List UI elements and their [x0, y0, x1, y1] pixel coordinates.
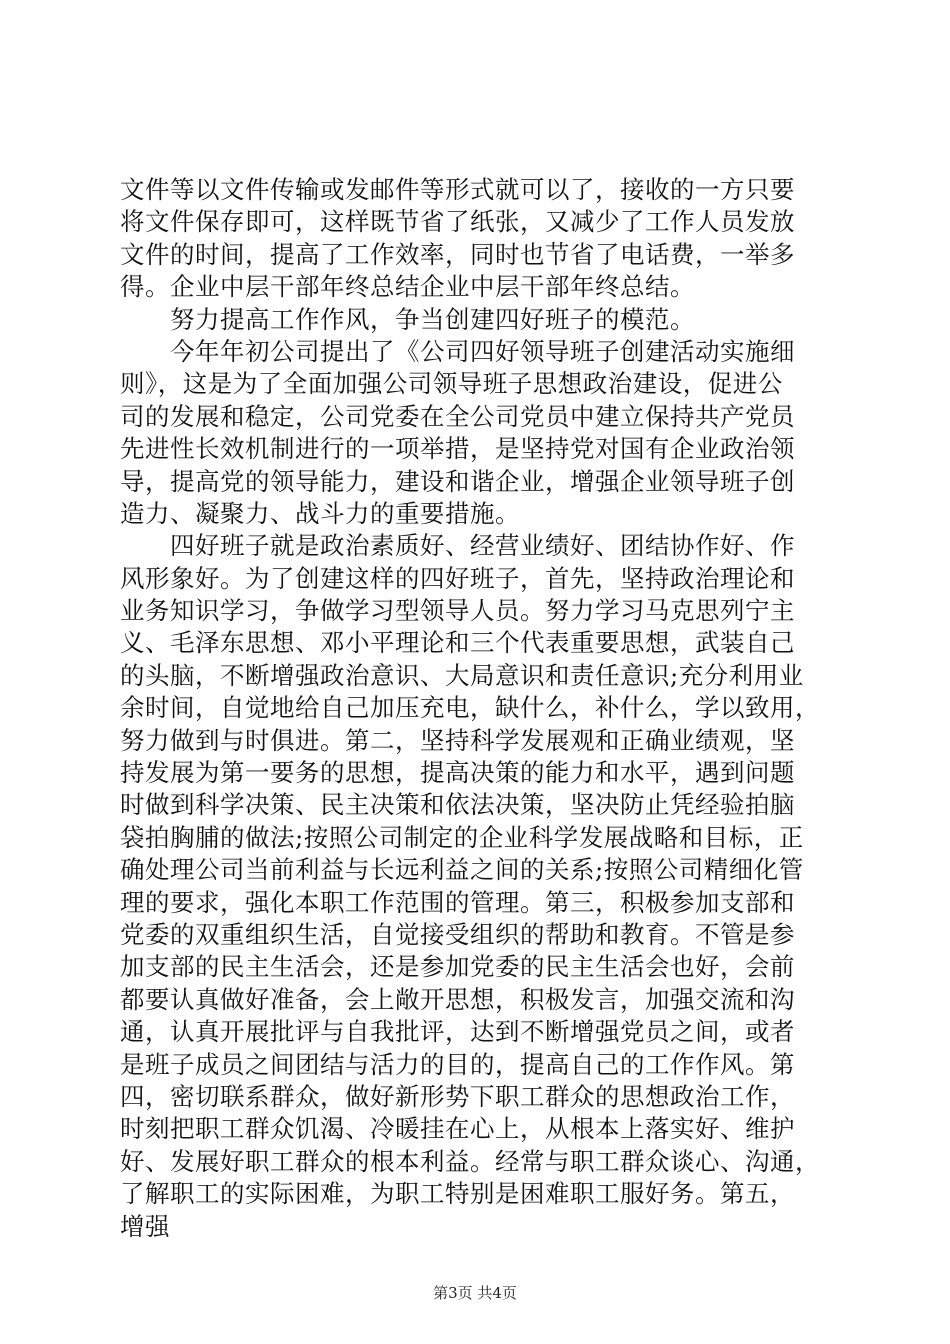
text-line: 时刻把职工群众饥渴、冷暖挂在心上，从根本上落实好、维护: [120, 1114, 795, 1144]
text-line: 持发展为第一要务的思想，提高决策的能力和水平，遇到问题: [120, 758, 795, 788]
text-line: 文件等以文件传输或发邮件等形式就可以了，接收的一方只要: [120, 175, 795, 204]
text-line: 加支部的民主生活会，还是参加党委的民主生活会也好，会前: [120, 952, 795, 982]
text-line: 努力做到与时俱进。第二，坚持科学发展观和正确业绩观，坚: [120, 725, 795, 755]
text-line: 增强: [120, 1211, 170, 1241]
page-footer: 第3页 共4页: [433, 1284, 517, 1302]
text-line: 余时间，自觉地给自己加压充电，缺什么，补什么，学以致用，: [120, 693, 820, 723]
text-line: 时做到科学决策、民主决策和依法决策，坚决防止凭经验拍脑: [120, 790, 795, 820]
text-line: 先进性长效机制进行的一项举措，是坚持党对国有企业政治领: [120, 434, 795, 464]
document-body: [120, 174, 830, 1243]
text-line: 四好班子就是政治素质好、经营业绩好、团结协作好、作: [120, 531, 795, 561]
text-line: 风形象好。为了创建这样的四好班子，首先，坚持政治理论和: [120, 563, 795, 593]
text-line: 好、发展好职工群众的根本利益。经常与职工群众谈心、沟通，: [120, 1146, 820, 1176]
text-line: 业务知识学习，争做学习型领导人员。努力学习马克思列宁主: [120, 596, 795, 626]
text-line: 文件的时间，提高了工作效率，同时也节省了电话费，一举多: [120, 239, 795, 269]
text-line: 确处理公司当前利益与长远利益之间的关系;按照公司精细化管: [120, 855, 804, 885]
text-line: 袋拍胸脯的做法;按照公司制定的企业科学发展战略和目标，正: [120, 822, 804, 852]
text-line: 了解职工的实际困难，为职工特别是困难职工服好务。第五，: [120, 1179, 795, 1209]
text-line: 义、毛泽东思想、邓小平理论和三个代表重要思想，武装自己: [120, 628, 795, 658]
text-line: 党委的双重组织生活，自觉接受组织的帮助和教育。不管是参: [120, 919, 795, 949]
text-line: 理的要求，强化本职工作范围的管理。第三，积极参加支部和: [120, 887, 795, 917]
text-line: 则》，这是为了全面加强公司领导班子思想政治建设，促进公: [120, 369, 783, 399]
text-line: 得。企业中层干部年终总结企业中层干部年终总结。: [120, 272, 695, 302]
text-line: 的头脑，不断增强政治意识、大局意识和责任意识;充分利用业: [120, 660, 804, 690]
text-line: 努力提高工作作风，争当创建四好班子的模范。: [120, 304, 695, 334]
text-line: 造力、凝聚力、战斗力的重要措施。: [120, 498, 520, 528]
text-line: 导，提高党的领导能力，建设和谐企业，增强企业领导班子创: [120, 466, 795, 496]
text-line: 今年年初公司提出了《公司四好领导班子创建活动实施细: [120, 336, 795, 366]
text-line: 是班子成员之间团结与活力的目的，提高自己的工作作风。第: [120, 1049, 795, 1079]
text-line: 四，密切联系群众，做好新形势下职工群众的思想政治工作，: [120, 1081, 795, 1111]
text-line: 司的发展和稳定，公司党委在全公司党员中建立保持共产党员: [120, 401, 795, 431]
text-line: 将文件保存即可，这样既节省了纸张，又减少了工作人员发放: [120, 207, 795, 237]
text-line: 通，认真开展批评与自我批评，达到不断增强党员之间，或者: [120, 1017, 795, 1047]
text-line: 都要认真做好准备，会上敞开思想，积极发言，加强交流和沟: [120, 984, 795, 1014]
